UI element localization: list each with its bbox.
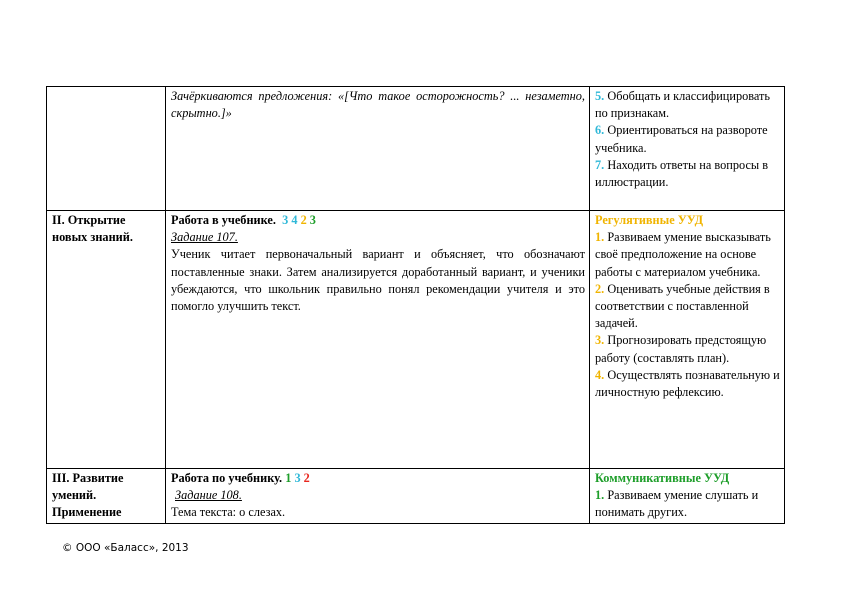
marker: 3 <box>294 471 301 485</box>
marker: 3 <box>282 213 289 227</box>
work-heading: Работа в учебнике. 3 4 2 3 <box>171 213 316 227</box>
lesson-table <box>46 86 785 524</box>
uud-item: 2. Оценивать учебные действия в соответствии с поставленной задачей. <box>595 281 770 331</box>
uud-item: 7. Находить ответы на вопросы в иллюстрации. <box>595 157 769 190</box>
copyright-footer: © ООО «Баласс», 2013 <box>62 542 189 554</box>
uud-title: Регулятивные УУД <box>595 213 704 227</box>
uud-title: Коммуникативные УУД <box>595 471 730 485</box>
content-text: Тема текста: о слезах. <box>171 505 286 520</box>
marker: 1 <box>285 471 292 485</box>
marker: 2 <box>300 213 307 227</box>
task-title: Задание 108. <box>175 488 242 503</box>
stage-title: III. Развитие умений. Применение <box>52 471 124 520</box>
uud-item: 1. Развиваем умение высказывать своё предположение на основе работы с материалом учебника. <box>595 230 771 279</box>
stage-cell <box>47 211 166 469</box>
work-heading: Работа по учебнику. 1 3 2 <box>171 471 310 485</box>
content-text: Ученик читает первоначальный вариант и объясняет, что обозначают поставленные знаки. Затем анализируется доработанный вариант, и ученики убеждаются, что школьник правильно понял рекомендации учителя и это помогло улучшить текст. <box>171 247 585 314</box>
content-cell <box>166 211 590 469</box>
content-cell <box>166 469 590 524</box>
uud-item: 6. Ориентироваться на развороте учебника. <box>595 123 768 155</box>
content-cell <box>166 87 590 211</box>
stage-cell <box>47 469 166 524</box>
marker: 4 <box>291 213 298 227</box>
uud-cell <box>590 211 785 469</box>
marker: 2 <box>303 471 310 485</box>
stage-cell <box>47 87 166 211</box>
task-title: Задание 107. <box>171 230 238 245</box>
table-row <box>47 469 785 524</box>
uud-item: 1. Развиваем умение слушать и понимать других. <box>595 488 759 520</box>
uud-item: 5. Обобщать и классифицировать по признакам. <box>595 89 771 121</box>
marker: 3 <box>309 213 316 227</box>
content-text: Зачёркиваются предложения: «[Что такое осторожность? ... незаметно, скрытно.]» <box>171 89 585 121</box>
uud-item: 3. Прогнозировать предстоящую работу (составлять план). <box>595 333 767 365</box>
uud-cell <box>590 469 785 524</box>
uud-cell <box>590 87 785 211</box>
uud-item: 4. Осуществлять познавательную и личностную рефлексию. <box>595 367 780 400</box>
stage-title: II. Открытие новых знаний. <box>52 213 133 245</box>
table-row <box>47 211 785 469</box>
table-row <box>47 87 785 211</box>
